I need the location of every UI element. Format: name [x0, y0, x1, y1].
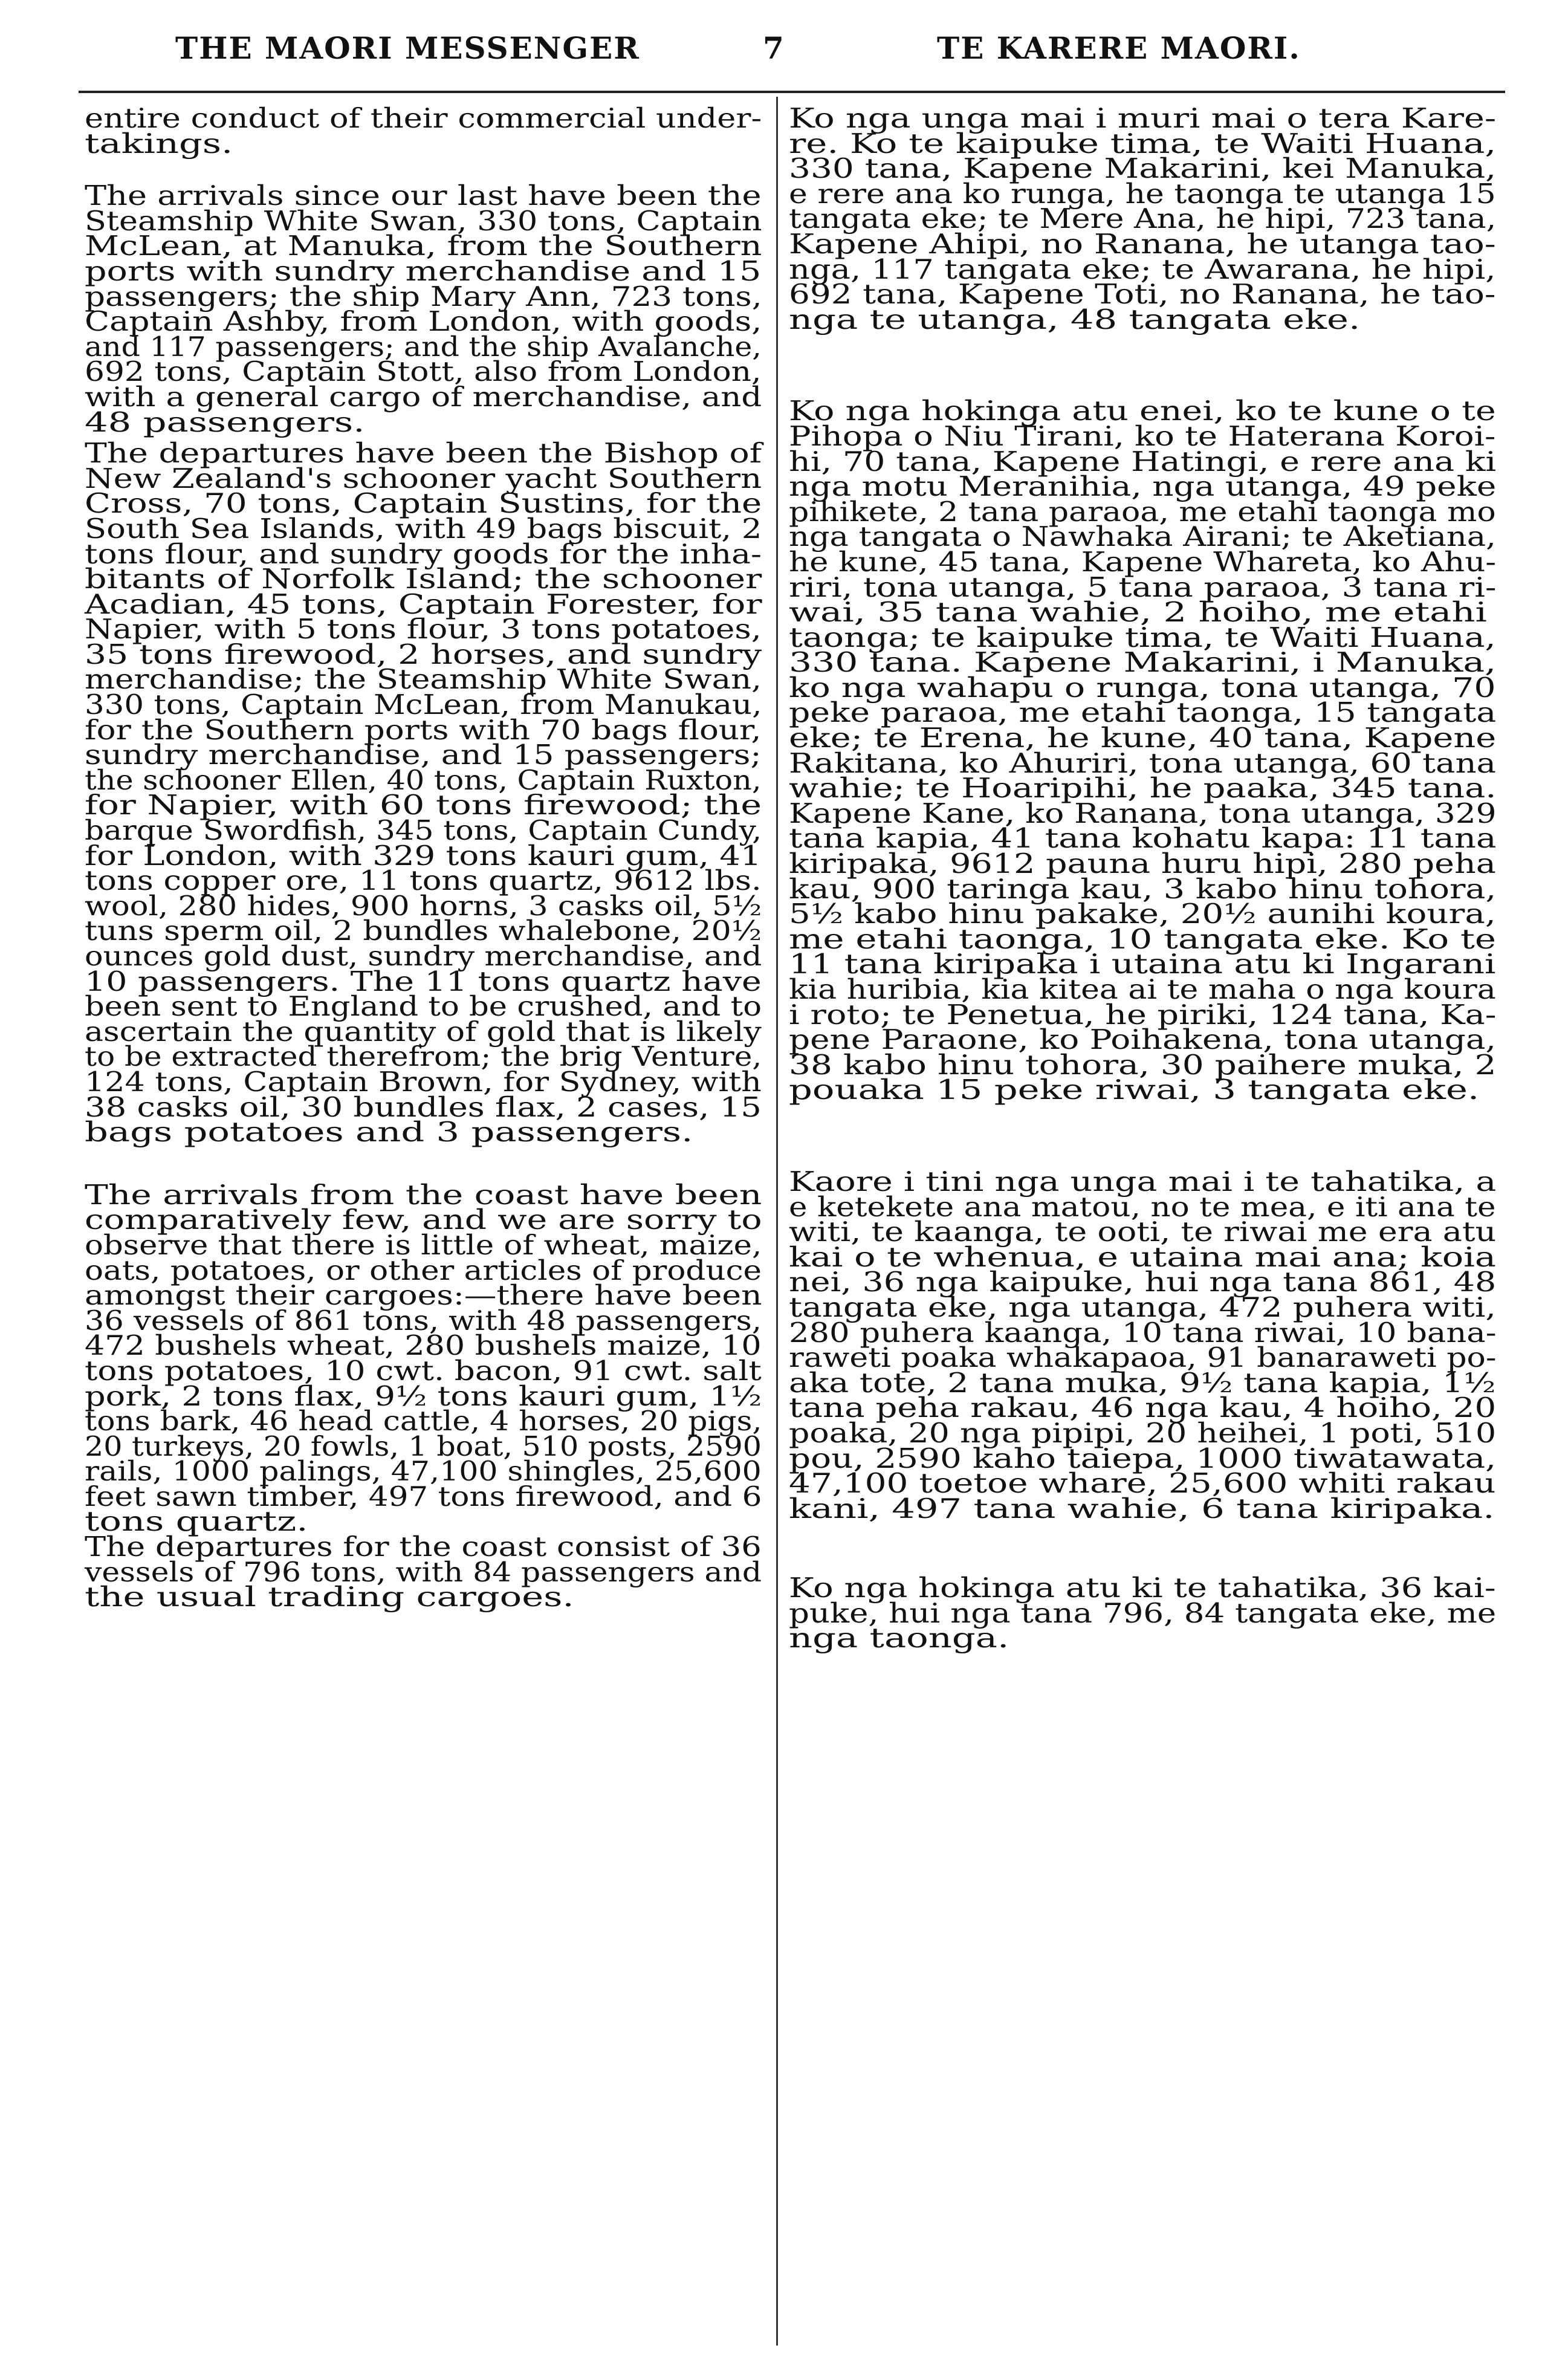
text-line: ascertain the quantity of gold that is likely	[85, 1015, 762, 1048]
text-line: Ko nga hokinga atu enei, ko te kune o te	[789, 395, 1496, 427]
text-line: 38 casks oil, 30 bundles flax, 2 cases, 15	[85, 1091, 762, 1123]
text-line: the usual trading cargoes.	[85, 1581, 574, 1613]
text-line: 472 bushels wheat, 280 bushels maize, 10	[85, 1329, 762, 1362]
paragraph	[789, 395, 1497, 1106]
text-line: merchandise; the Steamship White Swan,	[85, 663, 762, 696]
text-line: pork, 2 tons flax, 9½ tons kauri gum, 1½	[85, 1380, 762, 1412]
text-line: nga taonga.	[789, 1622, 1009, 1655]
text-line: Napier, with 5 tons flour, 3 tons potatoes,	[85, 613, 762, 646]
text-line: rails, 1000 palings, 47,100 shingles, 25,600	[85, 1455, 762, 1488]
text-line: 11 tana kiripaka i utaina atu ki Ingarani	[789, 948, 1496, 981]
text-line: Captain Ashby, from London, with goods,	[85, 305, 762, 338]
text-line: passengers; the ship Mary Ann, 723 tons,	[85, 280, 762, 313]
text-line: nei, 36 nga kaipuke, hui nga tana 861, 48	[789, 1266, 1497, 1299]
text-line: 10 passengers. The 11 tons quartz have	[85, 965, 762, 997]
text-line: Kapene Kane, ko Ranana, tona utanga, 329	[789, 797, 1497, 829]
text-line: barque Swordfish, 345 tons, Captain Cundy,	[85, 814, 762, 847]
text-line: Acadian, 45 tons, Captain Forester, for	[85, 588, 762, 620]
paragraph	[789, 1572, 1497, 1655]
text-line: for Napier, with 60 tons firewood; the	[85, 789, 762, 822]
text-line: Ko nga unga mai i muri mai o tera Kare-	[789, 102, 1497, 134]
text-line: 20 turkeys, 20 fowls, 1 boat, 510 posts, 2590	[85, 1430, 762, 1462]
text-line: 124 tons, Captain Brown, for Sydney, with	[85, 1065, 762, 1098]
text-line: taonga; te kaipuke tima, te Waiti Huana,	[789, 621, 1496, 653]
text-line: e ketekete ana matou, no te mea, e iti ana te	[789, 1190, 1496, 1223]
text-line: ko nga wahapu o runga, tona utanga, 70	[789, 671, 1496, 704]
text-line: South Sea Islands, with 49 bags biscuit, 2	[85, 512, 762, 545]
text-line: 48 passengers.	[85, 406, 365, 438]
text-line: sundry merchandise, and 15 passengers;	[85, 739, 762, 771]
text-line: 330 tons, Captain McLean, from Manukau,	[85, 689, 762, 721]
text-line: tana kapia, 41 tana kohatu kapa: 11 tana	[789, 822, 1497, 855]
text-line: kau, 900 taringa kau, 3 kabo hinu tohora,	[789, 872, 1497, 905]
text-line: tons flour, and sundry goods for the inha-	[85, 537, 762, 570]
paragraph	[85, 1178, 762, 1538]
english-column	[85, 102, 762, 1613]
text-line: 36 vessels of 861 tons, with 48 passengers,	[85, 1304, 762, 1337]
text-line: Rakitana, ko Ahuriri, tona utanga, 60 tana	[789, 747, 1496, 779]
text-line: tons quartz.	[85, 1505, 308, 1538]
text-line: Pihopa o Niu Tirani, ko te Haterana Koroi-	[789, 420, 1496, 452]
text-line: pouaka 15 peke riwai, 3 tangata eke.	[789, 1074, 1480, 1106]
paragraph	[789, 1165, 1497, 1525]
text-line: 38 kabo hinu tohora, 30 paihere muka, 2	[789, 1048, 1497, 1081]
text-line: riri, tona utanga, 5 tana paraoa, 3 tana ri-	[789, 571, 1497, 603]
text-line: Cross, 70 tons, Captain Sustins, for the	[85, 487, 762, 520]
text-line: puke, hui nga tana 796, 84 tangata eke, me	[789, 1597, 1497, 1629]
text-line: 47,100 toetoe whare, 25,600 whiti rakau	[789, 1467, 1496, 1500]
text-line: e rere ana ko runga, he taonga te utanga 15	[789, 177, 1496, 210]
text-line: The arrivals since our last have been the	[85, 180, 762, 212]
text-line: takings.	[85, 127, 233, 160]
text-line: The departures for the coast consist of 36	[85, 1531, 762, 1563]
text-line: for London, with 329 tons kauri gum, 41	[85, 839, 762, 872]
text-line: nga te utanga, 48 tangata eke.	[789, 303, 1361, 336]
paragraph-gap	[789, 1521, 1496, 1575]
text-line: nga tangata o Nawhaka Airani; te Aketiana,	[789, 520, 1496, 553]
text-line: Kaore i tini nga unga mai i te tahatika, a	[789, 1165, 1497, 1198]
text-line: wai, 35 tana wahie, 2 hoiho, me etahi	[789, 596, 1487, 629]
text-line: been sent to England to be crushed, and to	[85, 990, 762, 1023]
text-line: 330 tana. Kapene Makarini, i Manuka,	[789, 646, 1497, 679]
maori-column	[789, 102, 1497, 1655]
text-line: hi, 70 tana, Kapene Hatingi, e rere ana ki	[789, 445, 1497, 478]
text-line: Kapene Ahipi, no Ranana, he utanga tao-	[789, 227, 1496, 260]
text-line: 692 tons, Captain Stott, also from London,	[85, 355, 762, 388]
text-line: for the Southern ports with 70 bags flour,	[85, 713, 762, 746]
text-line: bags potatoes and 3 passengers.	[85, 1116, 693, 1149]
running-head-maori: TE KARERE MAORI.	[937, 30, 1301, 66]
text-line: witi, te kaanga, te ooti, te riwai me era atu	[789, 1216, 1497, 1248]
text-line: re. Ko te kaipuke tima, te Waiti Huana,	[789, 127, 1497, 160]
header-rule	[79, 91, 1505, 93]
text-line: kani, 497 tana wahie, 6 tana kiripaka.	[789, 1492, 1495, 1525]
text-line: pene Paraone, ko Poihakena, tona utanga,	[789, 1023, 1496, 1056]
text-line: tons copper ore, 11 tons quartz, 9612 lbs.	[85, 864, 762, 897]
text-line: entire conduct of their commercial under-	[85, 102, 762, 134]
text-line: tangata eke, nga utanga, 472 puhera witi,	[789, 1291, 1496, 1323]
text-line: eke; te Erena, he kune, 40 tana, Kapene	[789, 722, 1497, 754]
text-line: tana peha rakau, 46 nga kau, 4 hoiho, 20	[789, 1392, 1497, 1424]
text-line: he kune, 45 tana, Kapene Whareta, ko Ahu-	[789, 545, 1497, 578]
text-line: i roto; te Penetua, he piriki, 124 tana, Ka-	[789, 998, 1497, 1031]
text-line: poaka, 20 nga pipipi, 20 heihei, 1 poti, 510	[789, 1416, 1497, 1449]
text-line: nga, 117 tangata eke; te Awarana, he hipi,	[789, 253, 1496, 285]
text-line: 5½ kabo hinu pakake, 20½ aunihi koura,	[789, 898, 1496, 930]
text-line: raweti poaka whakapaoa, 91 banaraweti po-	[789, 1341, 1497, 1374]
paragraph-gap	[85, 1145, 762, 1182]
text-line: kia huribia, kia kitea ai te maha o nga koura	[789, 973, 1496, 1005]
text-line: ounces gold dust, sundry merchandise, and	[85, 940, 762, 972]
text-line: vessels of 796 tons, with 84 passengers and	[85, 1555, 762, 1588]
text-line: Ko nga hokinga atu ki te tahatika, 36 kai-	[789, 1572, 1496, 1604]
paragraph-gap	[789, 332, 1496, 398]
text-line: 35 tons firewood, 2 horses, and sundry	[85, 638, 762, 670]
text-line: tuns sperm oil, 2 bundles whalebone, 20½	[85, 915, 762, 947]
paragraph	[85, 102, 762, 160]
text-line: and 117 passengers; and the ship Avalanche,	[85, 330, 762, 363]
text-line: wahie; te Hoaripihi, he paaka, 345 tana.	[789, 772, 1497, 805]
text-line: bitants of Norfolk Island; the schooner	[85, 563, 762, 595]
text-line: oats, potatoes, or other articles of produce	[85, 1254, 762, 1286]
paragraph-gap	[789, 1103, 1496, 1169]
running-head-english: THE MAORI MESSENGER	[175, 30, 640, 66]
text-line: feet sawn timber, 497 tons firewood, and 6	[85, 1480, 762, 1513]
text-line: kiripaka, 9612 pauna huru hipi, 280 peha	[789, 848, 1496, 880]
text-line: comparatively few, and we are sorry to	[85, 1204, 762, 1236]
text-line: tons potatoes, 10 cwt. bacon, 91 cwt. salt	[85, 1354, 762, 1387]
text-line: McLean, at Manuka, from the Southern	[85, 230, 762, 262]
text-line: aka tote, 2 tana muka, 9½ tana kapia, 1½	[789, 1366, 1496, 1399]
text-line: tangata eke; te Mere Ana, he hipi, 723 tana,	[789, 203, 1497, 235]
text-line: The departures have been the Bishop of	[85, 437, 762, 470]
text-line: New Zealand's schooner yacht Southern	[85, 462, 762, 494]
text-line: pou, 2590 kaho taiepa, 1000 tiwatawata,	[789, 1442, 1497, 1474]
paragraph	[85, 180, 762, 438]
text-line: ports with sundry merchandise and 15	[85, 255, 762, 287]
text-line: The arrivals from the coast have been	[85, 1178, 762, 1211]
paragraph	[85, 437, 762, 1149]
paragraph	[85, 1531, 762, 1613]
text-line: observe that there is little of wheat, maize,	[85, 1228, 762, 1261]
text-line: peke paraoa, me etahi taonga, 15 tangata	[789, 696, 1497, 729]
text-line: tons bark, 46 head cattle, 4 horses, 20 pigs,	[85, 1405, 762, 1438]
text-line: 692 tana, Kapene Toti, no Ranana, he tao-	[789, 278, 1496, 311]
text-line: 330 tana, Kapene Makarini, kei Manuka,	[789, 152, 1497, 185]
text-line: kai o te whenua, e utaina mai ana; koia	[789, 1240, 1496, 1273]
text-line: the schooner Ellen, 40 tons, Captain Ruxton,	[85, 764, 762, 796]
text-line: nga motu Meranihia, nga utanga, 49 peke	[789, 470, 1497, 503]
page-number: 7	[763, 30, 785, 66]
text-line: wool, 280 hides, 900 horns, 3 casks oil, 5½	[85, 889, 762, 922]
text-line: pihikete, 2 tana paraoa, me etahi taonga mo	[789, 495, 1496, 528]
paragraph	[789, 102, 1497, 336]
text-line: me etahi taonga, 10 tangata eke. Ko te	[789, 922, 1497, 955]
text-line: amongst their cargoes:—there have been	[85, 1279, 762, 1312]
text-line: to be extracted therefrom; the brig Venture,	[85, 1040, 762, 1073]
text-line: with a general cargo of merchandise, and	[85, 380, 762, 413]
text-line: 280 puhera kaanga, 10 tana riwai, 10 bana-	[789, 1316, 1497, 1349]
text-line: Steamship White Swan, 330 tons, Captain	[85, 204, 762, 237]
